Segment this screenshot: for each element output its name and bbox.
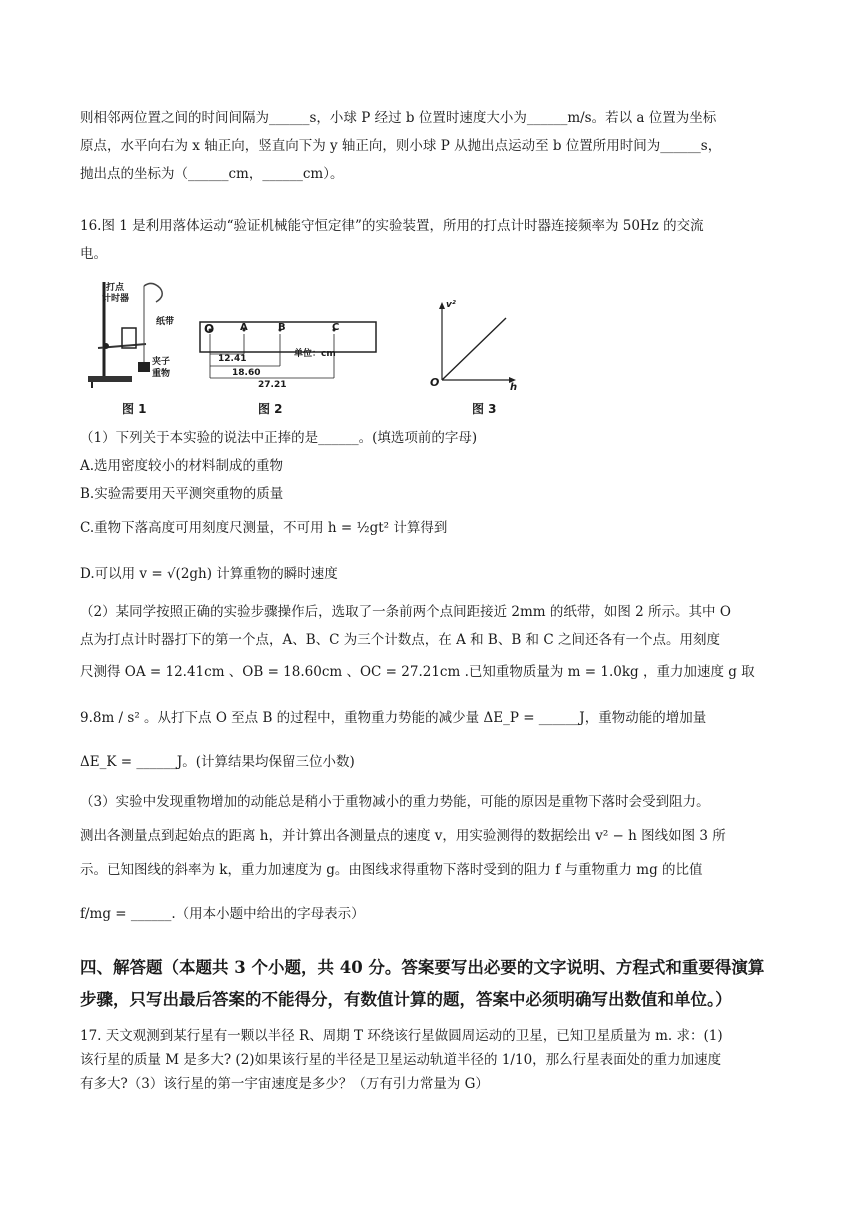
tape-dim-OB: 18.60 bbox=[232, 368, 261, 378]
tape-point-A: A bbox=[240, 322, 248, 333]
text-line: 抛出点的坐标为（______cm，______cm）。 bbox=[80, 166, 344, 182]
sub-question-2-cont: 尺测得 OA = 12.41cm 、OB = 18.60cm 、OC = 27.21cm .已知重物质量为 m = 1.0kg ，重力加速度 g 取 bbox=[80, 664, 755, 680]
sub-question-3-cont: 示。已知图线的斜率为 k，重力加速度为 g。由图线求得重物下落时受到的阻力 f 与重物重力 mg 的比值 bbox=[80, 862, 703, 878]
text-line: 则相邻两位置之间的时间间隔为______s，小球 P 经过 b 位置时速度大小为______m/s。若以 a 位置为坐标 bbox=[80, 110, 717, 126]
section-4-heading: 四、解答题（本题共 3 个小题，共 40 分。答案要写出必要的文字说明、方程式和重要得演算 bbox=[80, 958, 765, 977]
fig1-label: 重物 bbox=[152, 369, 171, 379]
tape-dim-OA: 12.41 bbox=[218, 354, 247, 364]
option-d: D.可以用 v = √(2gh) 计算重物的瞬时速度 bbox=[80, 566, 338, 582]
tape-point-B: B bbox=[278, 322, 286, 333]
figure-2-tape bbox=[198, 316, 378, 396]
sub-question-3-cont: f/mg = ______.（用本小题中给出的字母表示） bbox=[80, 906, 365, 922]
graph-origin: O bbox=[430, 376, 440, 389]
sub-question-2-cont: 9.8m / s² 。从打下点 O 至点 B 的过程中，重物重力势能的减少量 ΔE_P = ______J，重物动能的增加量 bbox=[80, 710, 707, 726]
sub-question-3: （3）实验中发现重物增加的动能总是稍小于重物减小的重力势能，可能的原因是重物下落时会受到阻力。 bbox=[80, 794, 710, 810]
sub-question-2-cont: 点为打点计时器打下的第一个点，A、B、C 为三个计数点，在 A 和 B、B 和 C 之间还各有一个点。用刻度 bbox=[80, 632, 720, 648]
text-line: 原点，水平向右为 x 轴正向，竖直向下为 y 轴正向，则小球 P 从抛出点运动至 b 位置所用时间为______s， bbox=[80, 138, 722, 154]
option-c: C.重物下落高度可用刻度尺测量，不可用 h = ½gt² 计算得到 bbox=[80, 520, 448, 536]
sub-question-2-cont: ΔE_K = ______J。(计算结果均保留三位小数) bbox=[80, 754, 355, 770]
graph-x-label: h bbox=[510, 382, 518, 393]
option-a: A.选用密度较小的材料制成的重物 bbox=[80, 458, 284, 474]
question-17-cont: 有多大?（3）该行星的第一宇宙速度是多少？（万有引力常量为 G） bbox=[80, 1076, 489, 1092]
tape-unit: 单位：cm bbox=[294, 349, 336, 359]
question-17: 17. 天文观测到某行星有一颗以半径 R、周期 T 环绕该行星做圆周运动的卫星，已知卫星质量为 m. 求：(1) bbox=[80, 1028, 723, 1044]
question-16-stem: 16.图 1 是利用落体运动“验证机械能守恒定律”的实验装置，所用的打点计时器连接频率为 50Hz 的交流 bbox=[80, 218, 704, 234]
question-17-cont: 该行星的质量 M 是多大? (2)如果该行星的半径是卫星运动轨道半径的 1/10，那么行星表面处的重力加速度 bbox=[80, 1052, 722, 1068]
fig1-label: 计时器 bbox=[102, 294, 130, 304]
graph-y-label: v² bbox=[446, 300, 456, 310]
section-4-heading-cont: 步骤，只写出最后答案的不能得分，有数值计算的题，答案中必须明确写出数值和单位。） bbox=[80, 990, 732, 1009]
sub-question-1: （1）下列关于本实验的说法中正捧的是______。(填选项前的字母) bbox=[80, 430, 478, 446]
figure-3-graph bbox=[430, 300, 520, 392]
figure-1-caption: 图 1 bbox=[122, 402, 147, 416]
figure-1-apparatus bbox=[86, 278, 196, 390]
figure-2-caption: 图 2 bbox=[258, 402, 283, 416]
tape-point-O: O bbox=[204, 322, 215, 336]
fig1-label: 纸带 bbox=[156, 317, 175, 327]
tape-dim-OC: 27.21 bbox=[258, 380, 287, 390]
option-b: B.实验需要用天平测突重物的质量 bbox=[80, 486, 284, 502]
sub-question-2: （2）某同学按照正确的实验步骤操作后，选取了一条前两个点间距接近 2mm 的纸带，如图 2 所示。其中 O bbox=[80, 604, 731, 620]
fig1-label: 夹子 bbox=[152, 357, 171, 367]
question-16-stem-end: 电。 bbox=[80, 246, 107, 262]
fig1-label: 打点 bbox=[106, 283, 125, 293]
figure-3-caption: 图 3 bbox=[472, 402, 497, 416]
tape-point-C: C bbox=[332, 322, 340, 333]
sub-question-3-cont: 测出各测量点到起始点的距离 h，并计算出各测量点的速度 v，用实验测得的数据绘出 v² − h 图线如图 3 所 bbox=[80, 828, 726, 844]
